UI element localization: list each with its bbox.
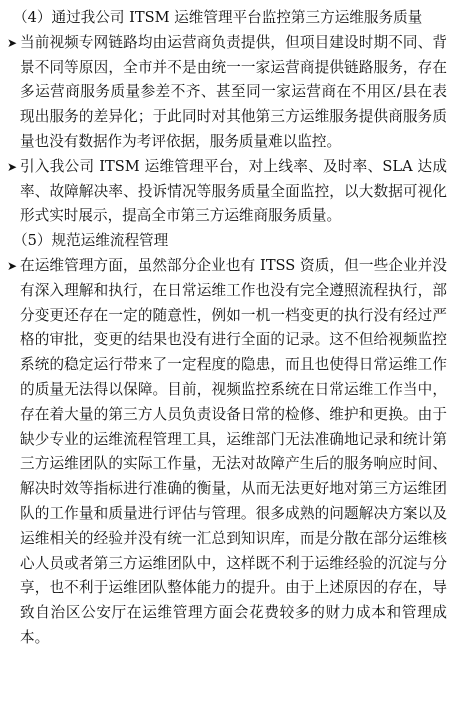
arrowhead-right-icon: ➤ <box>7 258 18 273</box>
section-heading-4: （4）通过我公司 ITSM 运维管理平台监控第三方运维服务质量 <box>13 9 423 26</box>
bullet-paragraph-itsm-platform <box>7 155 447 229</box>
bullet-paragraph-process-management <box>7 254 447 651</box>
arrowhead-right-icon: ➤ <box>7 35 18 50</box>
bullet-text: 在运维管理方面，虽然部分企业也有 ITSS 资质，但一些企业并没有深入理解和执行，在日常运维工作也没有完全遵照流程执行，部分变更还存在一定的随意性，例如一机一档变更的执行没有经过严格的审批，变更的结果也没有进行全面的记录。这不但给视频监控系统的稳定运行带来了一定程度的隐患，而且也使得日常运维工作的质量无法得以保障。目前，视频监控系统在日常运维工作当中，存在着大量的第三方人员负责设备日常的检修、维护和更换。由于缺少专业的运维流程管理工具，运维部门无法准确地记录和统计第三方运维团队的实际工作量，无法对故障产生后的服务响应时间、解决时效等指标进行准确的衡量，从而无法更好地对第三方运维团队的工作量和质量进行评估与管理。很多成熟的问题解决方案以及运维相关的经验并没有统一汇总到知识库，而是分散在部分运维核心人员或者第三方运维团队中，这样既不利于运维经验的沉淀与分享，也不利于运维团队整体能力的提升。由于上述原因的存在，导致自治区公安厅在运维管理方面会花费较多的财力成本和管理成本。 <box>20 256 447 646</box>
section-heading-5: （5）规范运维流程管理 <box>13 232 169 250</box>
bullet-text: 当前视频专网链路均由运营商负责提供，但项目建设时期不同、背景不同等原因，全市并不是由统一一家运营商提供链路服务，存在多运营商服务质量参差不齐、甚至同一家运营商在不用区/县在表现出服务的差异化；于此同时对其他第三方运维服务提供商服务质量也没有数据作为考评依据，服务质量难以监控。 <box>20 33 447 150</box>
arrowhead-right-icon: ➤ <box>7 159 18 174</box>
bullet-paragraph-link-service-quality <box>7 31 447 155</box>
bullet-text: 引入我公司 ITSM 运维管理平台，对上线率、及时率、SLA 达成率、故障解决率、投诉情况等服务质量全面监控，以大数据可视化形式实时展示，提高全市第三方运维商服务质量。 <box>20 157 447 225</box>
